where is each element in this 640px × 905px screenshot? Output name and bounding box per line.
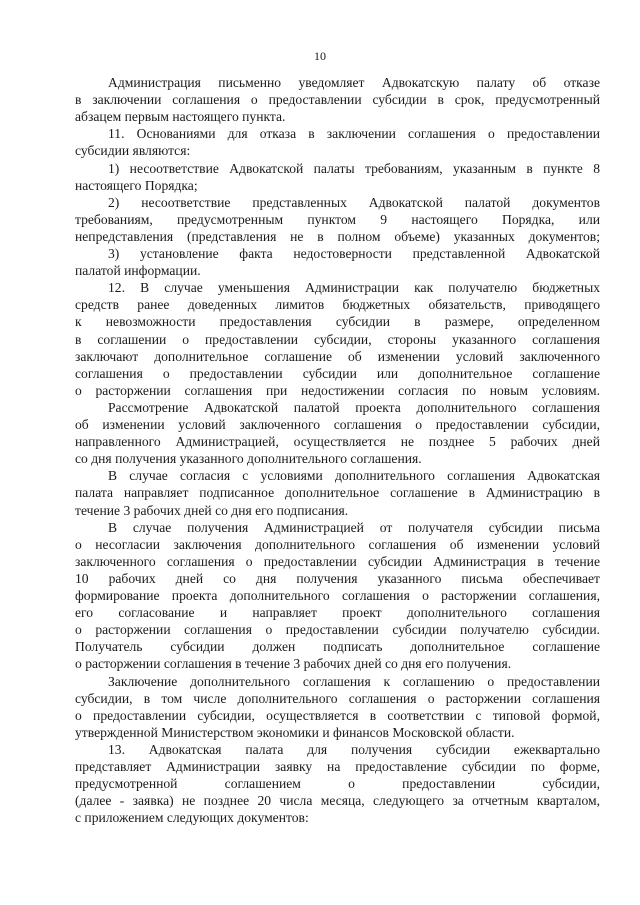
text-line: 13. Адвокатская палата для получения субсидии ежеквартально	[108, 741, 600, 757]
text-line: о расторжении соглашения при недостижении согласия по новым условиям.	[75, 382, 600, 398]
text-line: требованиям, предусмотренным пунктом 9 настоящего Порядка, или	[75, 211, 600, 227]
text-line: абзацем первым настоящего пункта.	[75, 109, 286, 125]
text-line: о несогласии заключения дополнительного соглашения об изменении условий	[75, 536, 600, 552]
text-line: о расторжении соглашения в течение 3 рабочих дней со дня его получения.	[75, 656, 512, 672]
text-line: Администрация письменно уведомляет Адвокатскую палату об отказе	[108, 75, 600, 90]
text-line: субсидии, в том числе дополнительного соглашения о расторжении соглашения	[75, 690, 600, 706]
text-line: 2) несоответствие представленных Адвокатской палатой документов	[108, 194, 600, 210]
text-line: заключенного соглашения о предоставлении субсидии Администрация в течение	[75, 553, 600, 569]
text-line: к невозможности предоставления субсидии в размере, определенном	[75, 314, 600, 330]
text-line: соглашения о предоставлении субсидии или дополнительное соглашение	[75, 365, 600, 381]
text-line: настоящего Порядка;	[75, 177, 198, 193]
text-line: палата направляет подписанное дополнительное соглашение в Администрацию в	[75, 485, 600, 501]
text-line: Получатель субсидии должен подписать дополнительное соглашение	[75, 639, 600, 655]
text-line: субсидии являются:	[75, 143, 191, 159]
text-line: о расторжении соглашения о предоставлении субсидии получателю субсидии.	[75, 622, 600, 638]
text-line: 1) несоответствие Адвокатской палаты требованиям, указанным в пункте 8	[108, 160, 600, 176]
text-line: об изменении условий заключенного соглашения о предоставлении субсидии,	[75, 417, 600, 432]
text-line: 12. В случае уменьшения Администрации как получателю бюджетных	[108, 280, 600, 296]
text-line: 10 рабочих дней со дня получения указанного письма обеспечивает	[75, 570, 600, 586]
text-line: утвержденной Министерством экономики и финансов Московской области.	[75, 724, 515, 740]
text-line: (далее - заявка) не позднее 20 числа месяца, следующего за отчетным кварталом,	[75, 793, 600, 809]
text-line: с приложением следующих документов:	[75, 810, 309, 826]
text-line: непредставления (представления не в полном объеме) указанных документов;	[75, 228, 600, 244]
text-line: в заключении соглашения о предоставлении субсидии в срок, предусмотренный	[75, 92, 600, 108]
text-line: палатой информации.	[75, 263, 201, 279]
text-line: 3) установление факта недостоверности представленной Адвокатской	[108, 246, 600, 261]
text-line: в соглашении о предоставлении субсидии, стороны указанного соглашения	[75, 331, 600, 347]
text-line: его согласование и направляет проект дополнительного соглашения	[75, 605, 600, 621]
text-line: течение 3 рабочих дней со дня его подписания.	[75, 502, 349, 518]
text-line: В случае получения Администрацией от получателя субсидии письма	[108, 519, 600, 535]
text-line: о предоставлении субсидии, осуществляется в соответствии с типовой формой,	[75, 707, 600, 723]
text-line: 11. Основаниями для отказа в заключении соглашения о предоставлении	[108, 126, 600, 142]
text-line: направленного Администрацией, осуществляется не позднее 5 рабочих дней	[75, 434, 600, 450]
text-line: заключают дополнительное соглашение об изменении условий заключенного	[75, 348, 600, 364]
text-line: со дня получения указанного дополнительного соглашения.	[75, 451, 422, 467]
text-line: представляет Администрации заявку на предоставление субсидии по форме,	[75, 759, 600, 774]
text-line: предусмотренной соглашением о предоставлении субсидии,	[75, 776, 600, 792]
text-line: формирование проекта дополнительного соглашения о расторжении соглашения,	[75, 588, 600, 603]
text-line: В случае согласия с условиями дополнительного соглашения Адвокатская	[108, 468, 600, 484]
text-line: Заключение дополнительного соглашения к соглашению о предоставлении	[108, 673, 600, 689]
text-line: средств ранее доведенных лимитов бюджетных обязательств, приводящего	[75, 297, 600, 313]
page-number: 10	[314, 49, 326, 63]
text-line: Рассмотрение Адвокатской палатой проекта дополнительного соглашения	[108, 399, 600, 415]
